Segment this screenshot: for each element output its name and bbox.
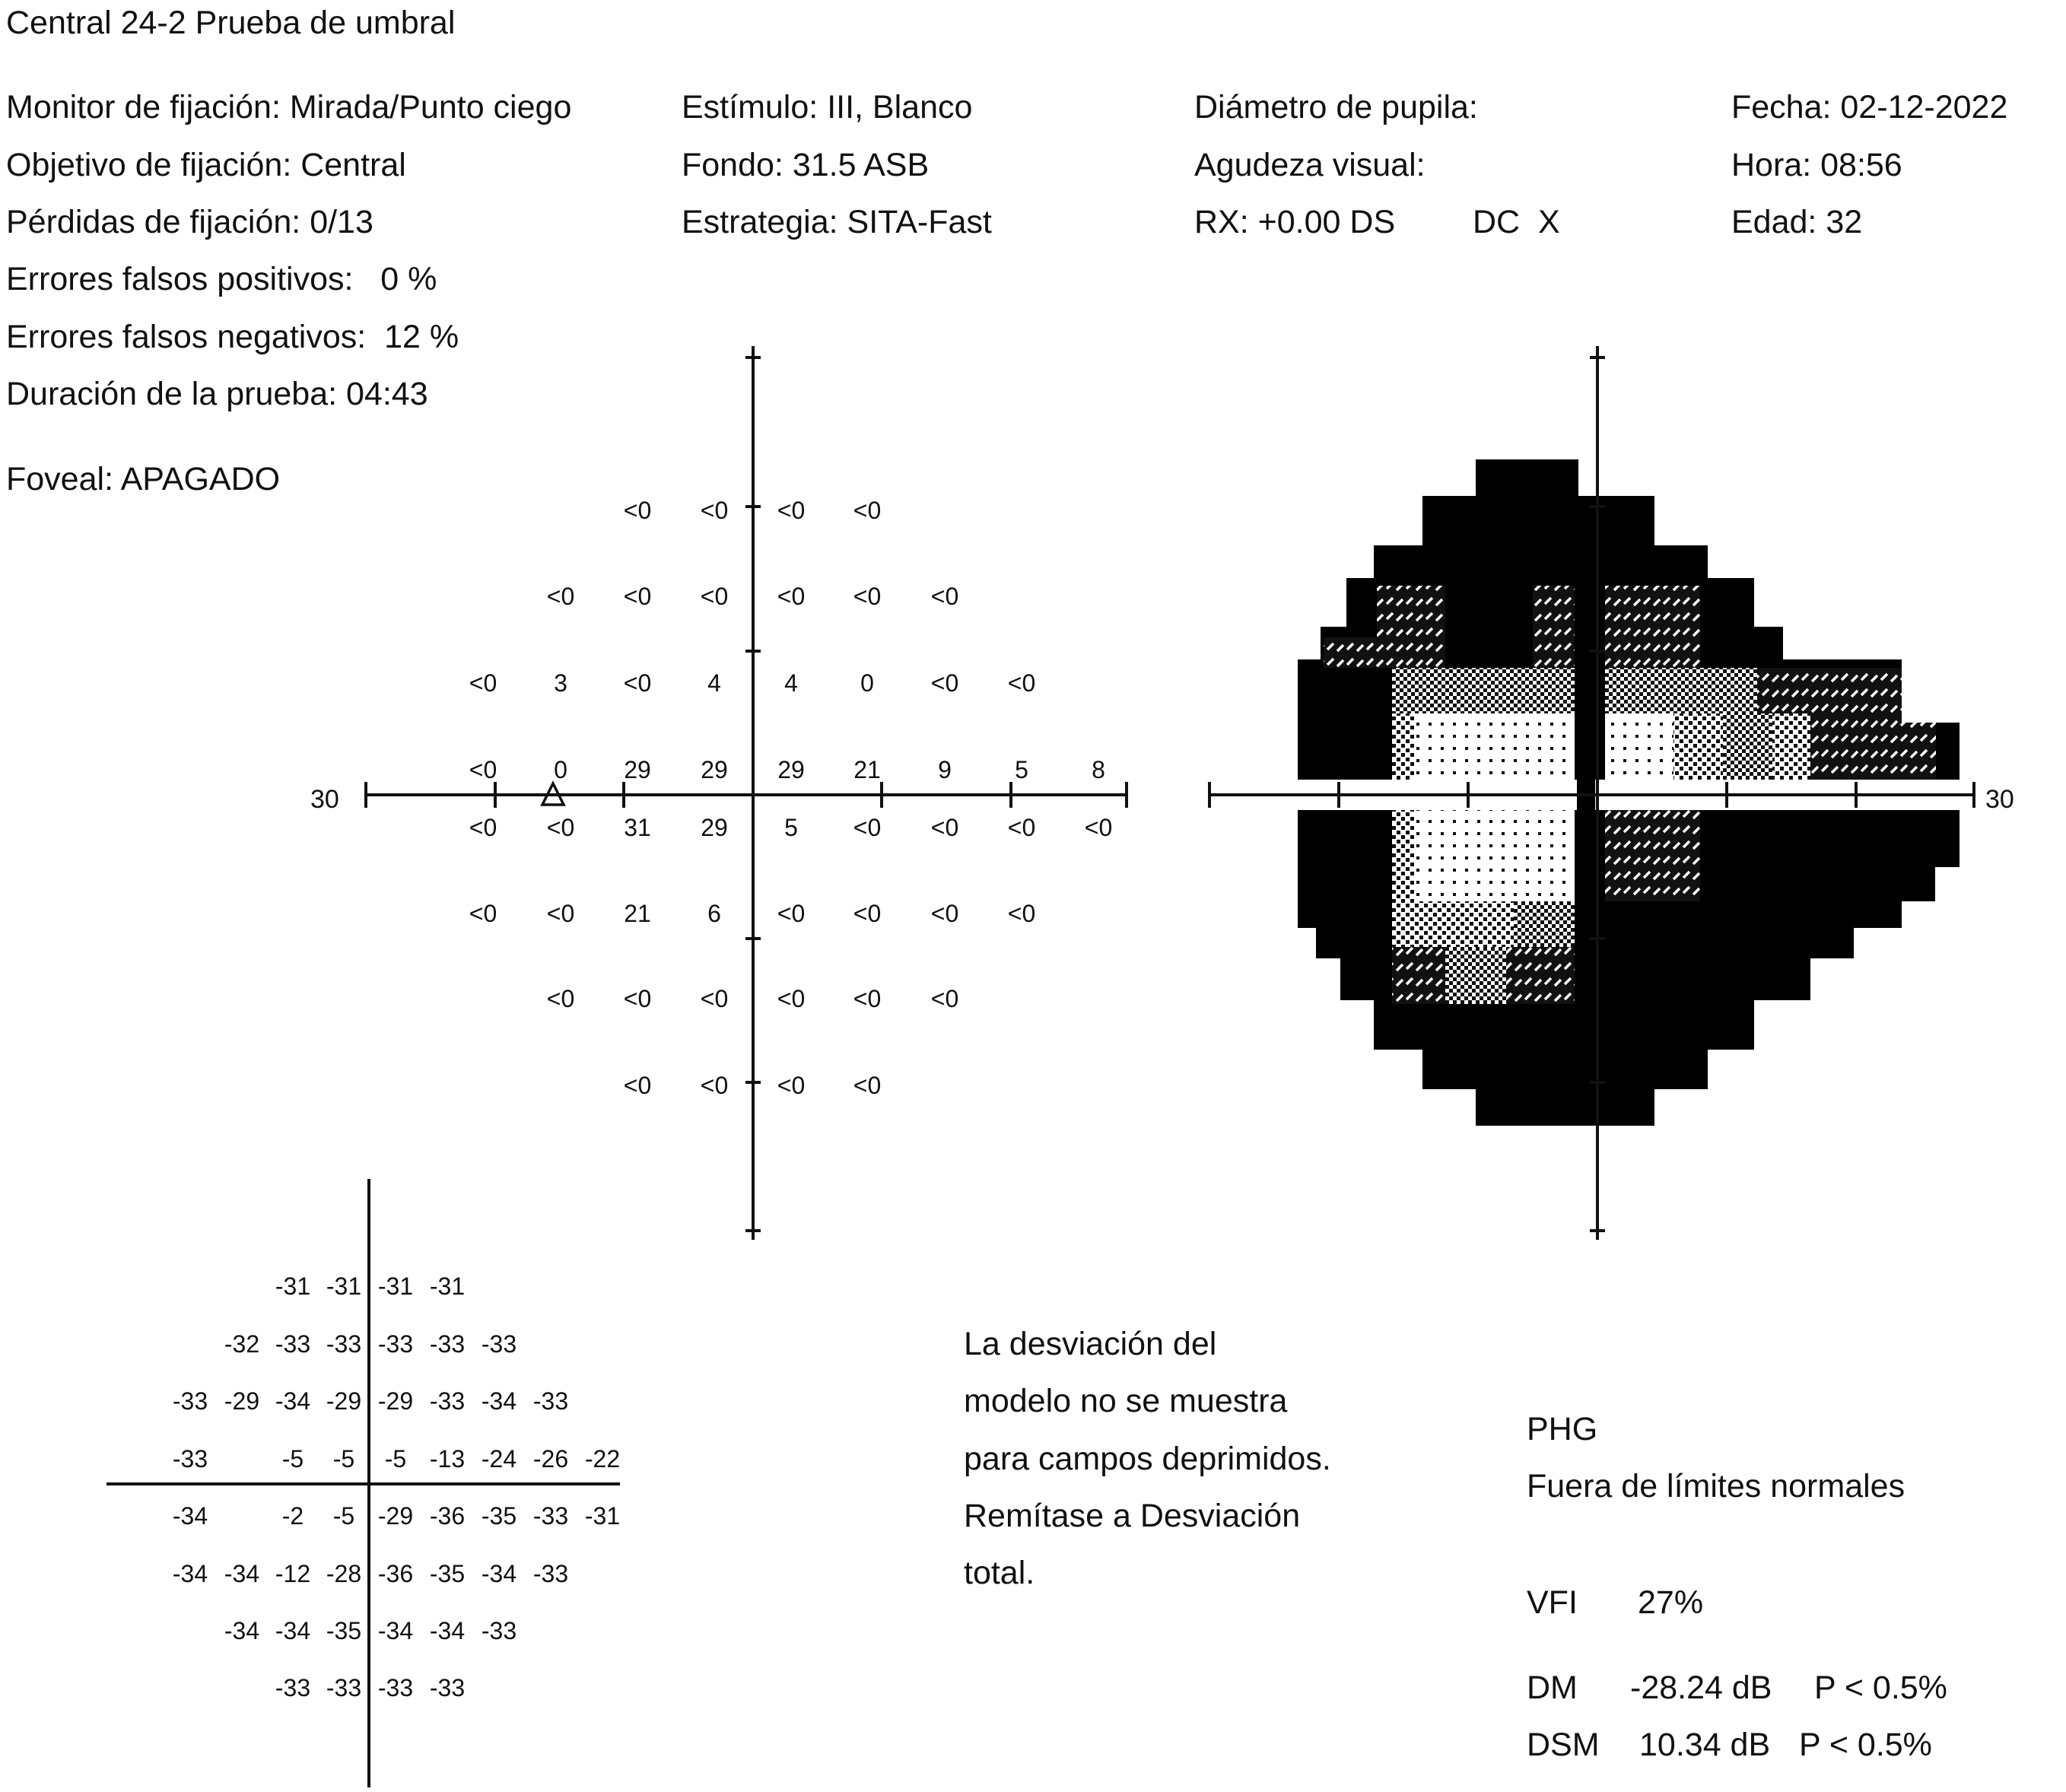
pattern-deviation-value: -29 [326, 1387, 362, 1415]
pattern-deviation-value: -13 [429, 1445, 466, 1473]
note-line: total. [964, 1555, 1035, 1591]
threshold-value: <0 [777, 497, 806, 524]
pattern-deviation-value: -31 [326, 1273, 362, 1300]
threshold-value: 5 [1015, 756, 1028, 783]
time: Hora: 08:56 [1731, 147, 1902, 183]
pattern-deviation-value: -34 [275, 1387, 311, 1415]
pattern-deviation-value: -29 [224, 1387, 260, 1415]
pattern-deviation-value: -33 [429, 1674, 466, 1701]
pattern-deviation-value: -26 [532, 1445, 569, 1473]
pattern-deviation-value: -5 [281, 1445, 304, 1473]
pattern-deviation-values [173, 1273, 620, 1701]
psd-label: DSM [1527, 1727, 1600, 1763]
threshold-value: <0 [469, 669, 497, 697]
foveal: Foveal: APAGADO [6, 461, 281, 497]
rx: RX: +0.00 DS [1194, 204, 1396, 240]
pattern-deviation-value: -31 [377, 1273, 414, 1300]
threshold-value: <0 [546, 900, 575, 927]
pattern-deviation-value: -34 [429, 1617, 466, 1644]
pattern-deviation-value: -22 [584, 1445, 621, 1473]
fixation-target: Objetivo de fijación: Central [6, 147, 406, 183]
strategy: Estrategia: SITA-Fast [682, 204, 992, 240]
threshold-value: <0 [930, 900, 959, 927]
threshold-value: <0 [1007, 900, 1036, 927]
threshold-value: <0 [777, 985, 806, 1012]
threshold-value: 0 [860, 669, 874, 697]
age: Edad: 32 [1731, 204, 1863, 240]
pattern-deviation-value: -35 [429, 1560, 466, 1587]
pattern-deviation-value: -33 [172, 1387, 208, 1415]
threshold-value: <0 [1084, 814, 1113, 841]
psd-p: P < 0.5% [1799, 1727, 1932, 1763]
threshold-value: 3 [554, 669, 567, 697]
threshold-value: <0 [930, 669, 959, 697]
threshold-value: <0 [700, 985, 729, 1012]
note-line: modelo no se muestra [964, 1383, 1288, 1419]
pattern-deviation-value: -33 [429, 1387, 466, 1415]
pattern-deviation-value: -33 [429, 1330, 466, 1358]
vfi-value: 27% [1638, 1584, 1704, 1621]
threshold-value: <0 [853, 900, 882, 927]
pattern-deviation-value: -34 [224, 1560, 260, 1587]
threshold-value: <0 [546, 814, 575, 841]
threshold-value: <0 [930, 814, 959, 841]
pattern-deviation-value: -34 [172, 1560, 208, 1587]
threshold-value: <0 [623, 497, 652, 524]
false-negative-errors: Errores falsos negativos: 12 % [6, 319, 459, 355]
pattern-deviation-value: -34 [172, 1502, 208, 1530]
threshold-value: 21 [624, 900, 651, 927]
fixation-losses: Pérdidas de fijación: 0/13 [6, 204, 373, 240]
date: Fecha: 02-12-2022 [1731, 89, 2008, 126]
threshold-value: <0 [853, 1072, 882, 1099]
md-value: -28.24 dB [1630, 1670, 1772, 1706]
threshold-value: <0 [853, 985, 882, 1012]
threshold-value: <0 [469, 814, 497, 841]
threshold-value: 4 [784, 669, 798, 697]
threshold-value: 4 [707, 669, 721, 697]
threshold-value: 8 [1092, 756, 1105, 783]
threshold-value: <0 [700, 1072, 729, 1099]
pattern-deviation-value: -31 [429, 1273, 466, 1300]
visual-acuity: Agudeza visual: [1194, 147, 1426, 183]
threshold-value: <0 [623, 583, 652, 610]
dc: DC X [1473, 204, 1560, 240]
threshold-value: <0 [930, 985, 959, 1012]
pattern-deviation-value: -32 [224, 1330, 260, 1358]
pattern-deviation-value: -2 [281, 1502, 304, 1530]
note-line: La desviación del [964, 1326, 1217, 1362]
threshold-value: 21 [853, 756, 881, 783]
pattern-deviation-value: -5 [332, 1445, 355, 1473]
pattern-deviation-value: -33 [481, 1330, 517, 1358]
pattern-deviation-value: -5 [332, 1502, 355, 1530]
ghg-value: Fuera de límites normales [1527, 1468, 1905, 1504]
fixation-monitor: Monitor de fijación: Mirada/Punto ciego [6, 89, 572, 126]
pattern-deviation-value: -24 [481, 1445, 517, 1473]
test-duration: Duración de la prueba: 04:43 [6, 376, 428, 412]
pattern-deviation-value: -33 [532, 1560, 569, 1587]
md-p: P < 0.5% [1814, 1670, 1947, 1706]
pattern-deviation-value: -29 [377, 1502, 414, 1530]
threshold-value: <0 [623, 669, 652, 697]
pattern-deviation-value: -33 [377, 1330, 414, 1358]
threshold-value: <0 [853, 583, 882, 610]
threshold-value: <0 [469, 756, 497, 783]
threshold-value: 9 [938, 756, 952, 783]
threshold-value: 31 [624, 814, 651, 841]
pattern-deviation-value: -34 [224, 1617, 260, 1644]
pattern-deviation-value: -35 [326, 1617, 362, 1644]
threshold-value: <0 [1007, 669, 1036, 697]
pattern-deviation-value: -36 [429, 1502, 466, 1530]
pattern-deviation-value: -33 [532, 1387, 569, 1415]
threshold-value: <0 [930, 583, 959, 610]
md-label: DM [1527, 1670, 1578, 1706]
threshold-value: 29 [777, 756, 805, 783]
threshold-value: <0 [777, 900, 806, 927]
pattern-deviation-axes [106, 1179, 620, 1787]
threshold-value: <0 [853, 497, 882, 524]
note-line: para campos deprimidos. [964, 1441, 1331, 1477]
page-title: Central 24-2 Prueba de umbral [6, 5, 456, 41]
pattern-deviation-value: -29 [377, 1387, 414, 1415]
pattern-deviation-value: -34 [275, 1617, 311, 1644]
note-line: Remítase a Desviación [964, 1498, 1301, 1534]
pattern-deviation-value: -34 [481, 1387, 517, 1415]
threshold-value: 29 [624, 756, 651, 783]
threshold-value: <0 [700, 497, 729, 524]
stimulus: Estímulo: III, Blanco [682, 89, 973, 126]
pattern-deviation-value: -33 [275, 1674, 311, 1701]
threshold-value: <0 [469, 900, 497, 927]
threshold-value: 29 [701, 814, 728, 841]
threshold-scale-label: 30 [310, 785, 339, 814]
threshold-value: <0 [546, 985, 575, 1012]
threshold-value: 5 [784, 814, 798, 841]
threshold-value: <0 [700, 583, 729, 610]
threshold-value: <0 [777, 583, 806, 610]
pattern-deviation-value: -28 [326, 1560, 362, 1587]
threshold-value: <0 [546, 583, 575, 610]
pattern-deviation-value: -35 [481, 1502, 517, 1530]
false-positive-errors: Errores falsos positivos: 0 % [6, 261, 437, 297]
threshold-value: <0 [623, 985, 652, 1012]
pattern-deviation-value: -34 [481, 1560, 517, 1587]
pattern-deviation-value: -12 [275, 1560, 311, 1587]
threshold-value: <0 [853, 814, 882, 841]
pattern-deviation-value: -31 [584, 1502, 621, 1530]
psd-value: 10.34 dB [1639, 1727, 1771, 1763]
background: Fondo: 31.5 ASB [682, 147, 930, 183]
pattern-deviation-value: -33 [326, 1674, 362, 1701]
pattern-deviation-value: -36 [377, 1560, 414, 1587]
pattern-deviation-value: -33 [532, 1502, 569, 1530]
threshold-value: 0 [554, 756, 567, 783]
pattern-deviation-value: -33 [377, 1674, 414, 1701]
threshold-value: <0 [777, 1072, 806, 1099]
ghg-label: PHG [1527, 1411, 1598, 1447]
vfi-label: VFI [1527, 1584, 1578, 1621]
pattern-deviation-value: -34 [377, 1617, 414, 1644]
pattern-deviation-value: -31 [275, 1273, 311, 1300]
pattern-deviation-value: -33 [172, 1445, 208, 1473]
pattern-deviation-value: -33 [326, 1330, 362, 1358]
threshold-value: <0 [1007, 814, 1036, 841]
pattern-deviation-value: -33 [275, 1330, 311, 1358]
threshold-value: 6 [707, 900, 721, 927]
greyscale-scale-label: 30 [1985, 785, 2014, 814]
pupil-diameter: Diámetro de pupila: [1194, 89, 1478, 126]
threshold-value: 29 [701, 756, 728, 783]
pattern-deviation-value: -5 [384, 1445, 407, 1473]
threshold-value: <0 [623, 1072, 652, 1099]
pattern-deviation-value: -33 [481, 1617, 517, 1644]
